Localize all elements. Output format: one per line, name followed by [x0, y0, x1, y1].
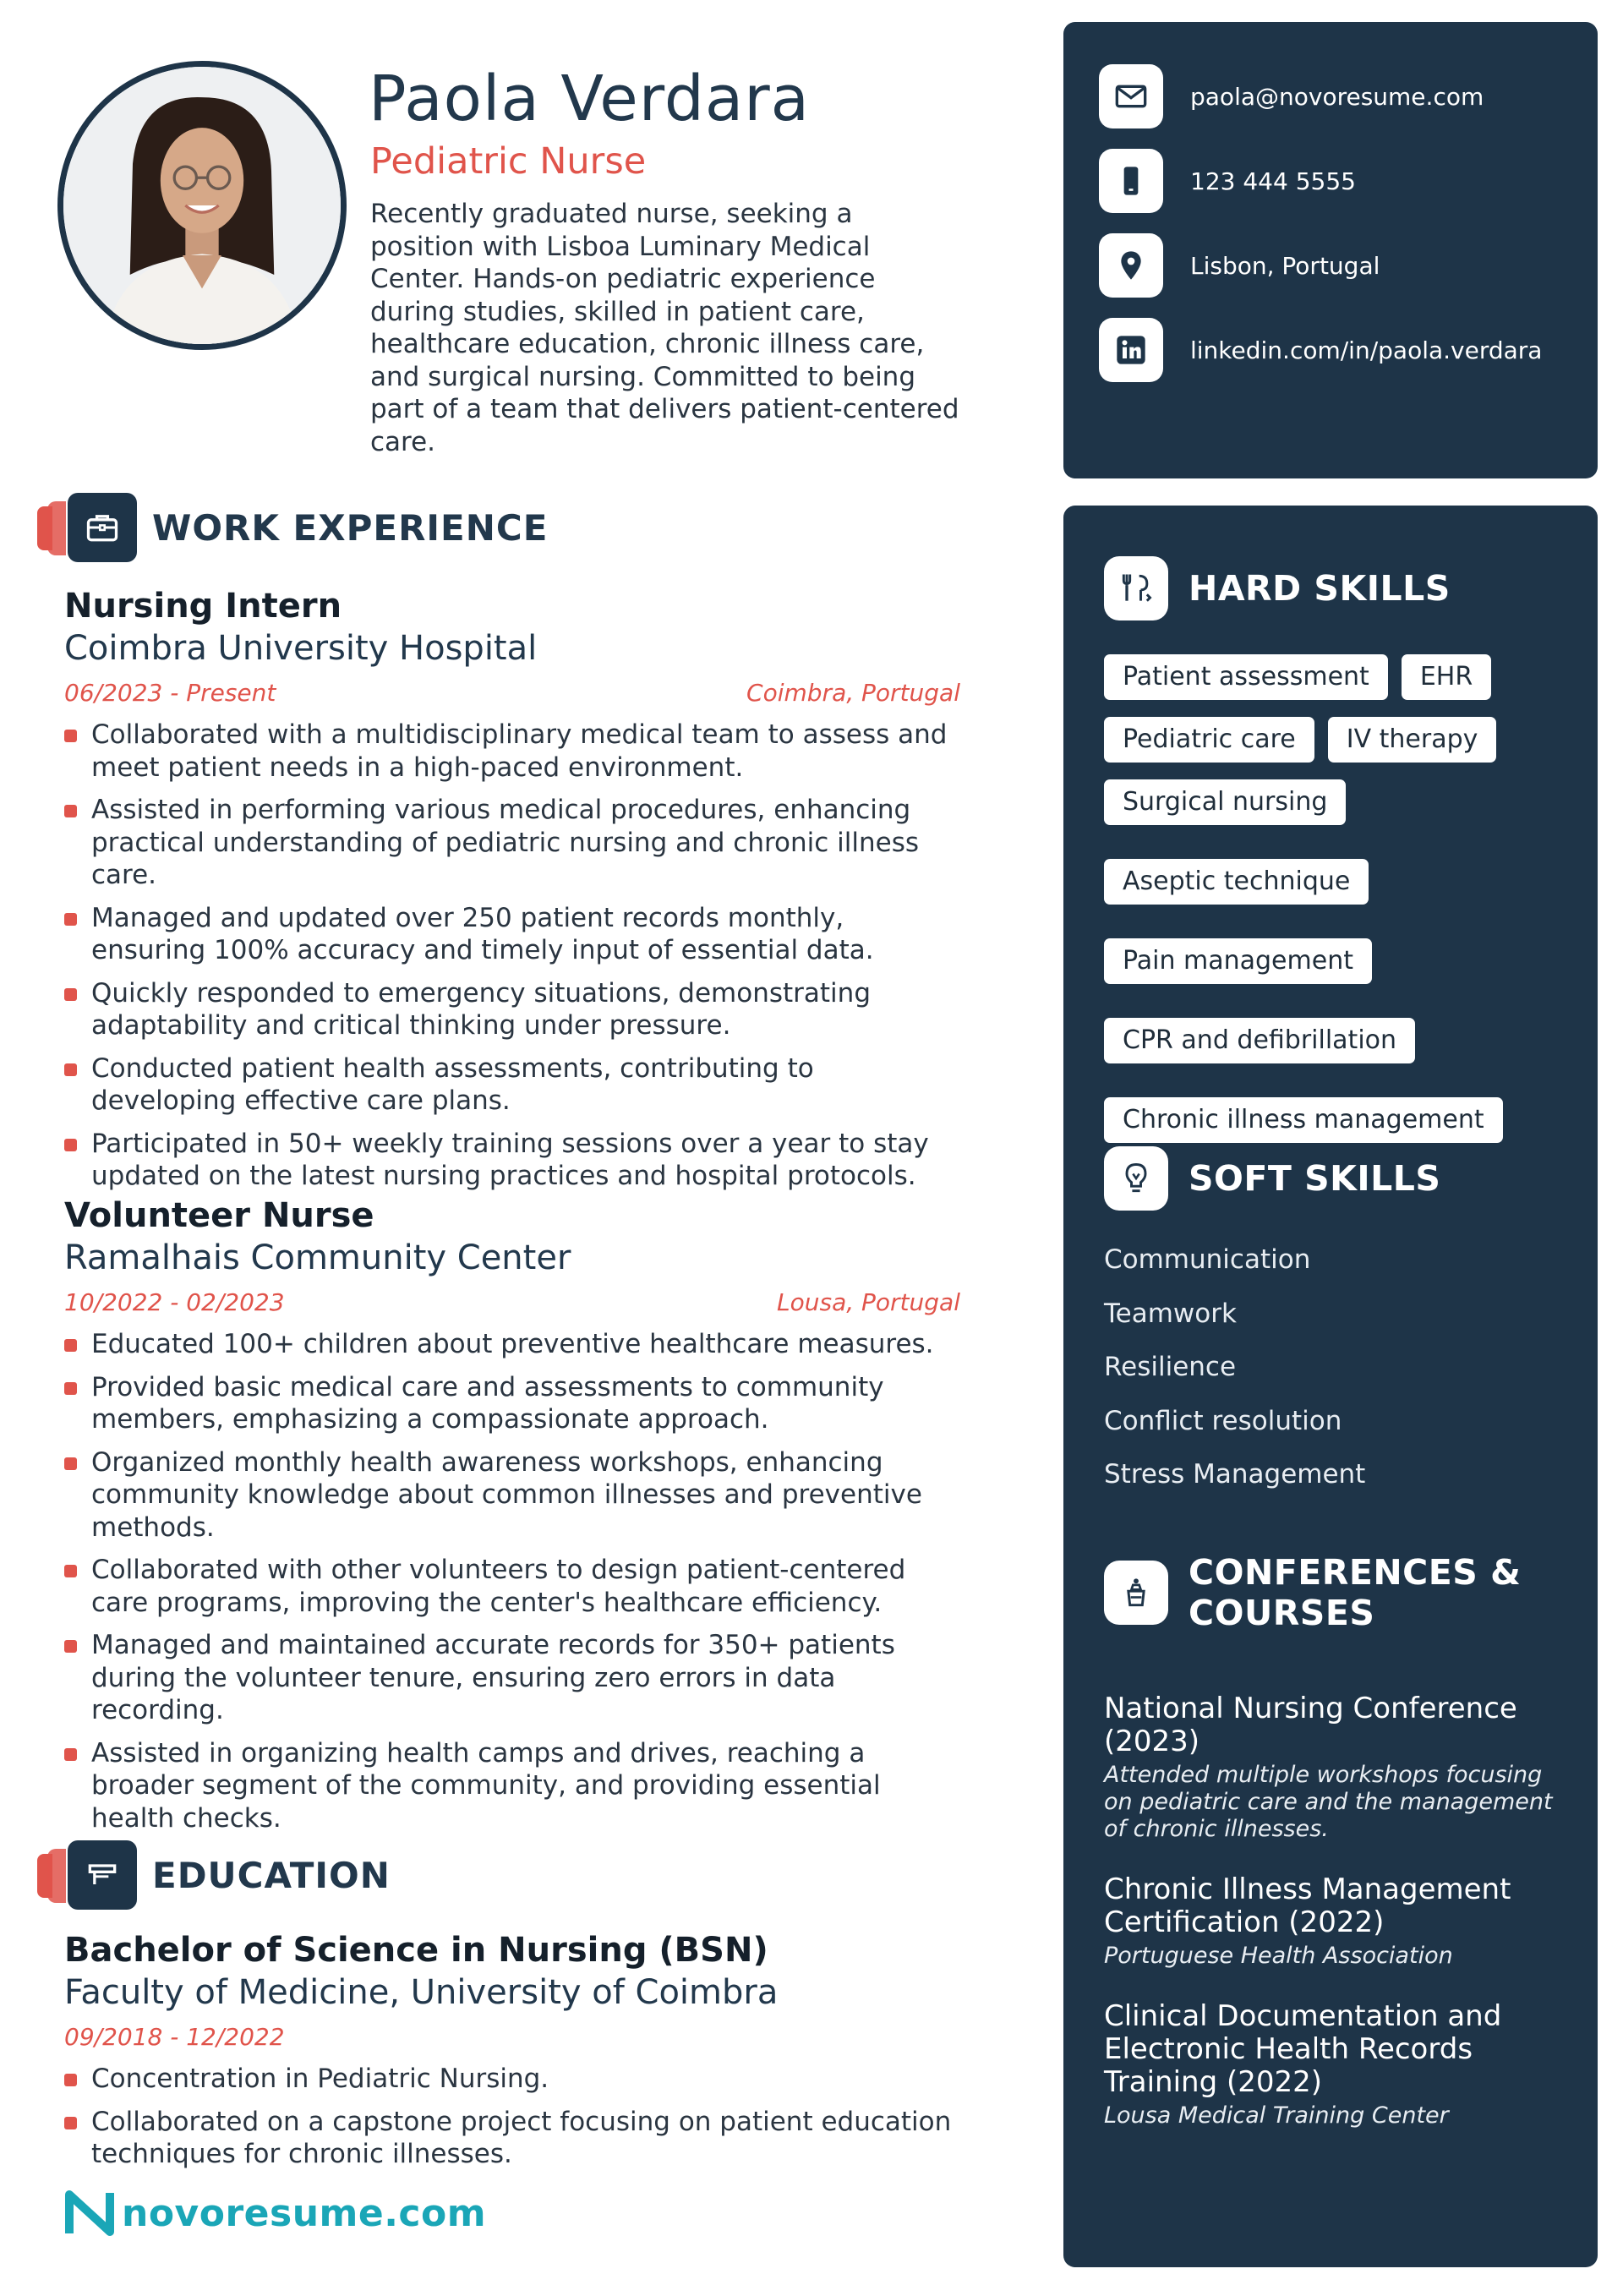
- podium-icon: [1104, 1561, 1168, 1625]
- soft-skill-item: Conflict resolution: [1104, 1405, 1342, 1436]
- job-location: Coimbra, Portugal: [746, 679, 960, 707]
- lightbulb-icon: [1104, 1146, 1168, 1211]
- bullet-item: Assisted in performing various medical procedures, enhancing practical understanding of pediatric nursing and chronic illness care.: [64, 794, 960, 892]
- job-bullets: [64, 719, 960, 1193]
- education-bullets: [64, 2063, 960, 2171]
- contact-linkedin-row[interactable]: [1099, 318, 1542, 382]
- brand-text[interactable]: novoresume.com: [122, 2191, 487, 2235]
- contact-phone[interactable]: 123 444 5555: [1190, 167, 1356, 195]
- contact-email-row[interactable]: [1099, 64, 1484, 128]
- candidate-role: Pediatric Nurse: [370, 140, 647, 183]
- skill-tag: Pain management: [1104, 938, 1372, 984]
- bullet-item: Collaborated with other volunteers to design patient-centered care programs, improving the center's healthcare efficiency.: [64, 1554, 960, 1619]
- work-experience-title: WORK EXPERIENCE: [152, 506, 549, 549]
- bullet-item: Collaborated on a capstone project focusing on patient education techniques for chronic illnesses.: [64, 2106, 960, 2171]
- soft-skill-item: Resilience: [1104, 1352, 1237, 1382]
- candidate-name: Paola Verdara: [369, 63, 810, 135]
- education-entry: [64, 1929, 960, 2181]
- briefcase-icon: [68, 493, 137, 562]
- job-meta: [64, 1287, 960, 1318]
- contact-location: Lisbon, Portugal: [1190, 251, 1380, 280]
- course-title: Clinical Documentation and Electronic Health Records Training (2022): [1104, 1999, 1502, 2099]
- bullet-item: Managed and updated over 250 patient records monthly, ensuring 100% accuracy and timely input of essential data.: [64, 902, 960, 967]
- novoresume-logo-icon: [64, 2189, 115, 2237]
- hard-skills-title: HARD SKILLS: [1189, 568, 1451, 609]
- courses-list: [1104, 1692, 1577, 2160]
- profile-photo-illustration: [63, 67, 341, 344]
- bullet-item: Concentration in Pediatric Nursing.: [64, 2063, 960, 2096]
- skill-tag: Surgical nursing: [1104, 779, 1346, 825]
- education-title: EDUCATION: [152, 1854, 391, 1896]
- school-name: Faculty of Medicine, University of Coimbra: [64, 1973, 779, 2012]
- skill-tag: Pediatric care: [1104, 717, 1314, 763]
- conferences-title-line1: CONFERENCES &: [1189, 1552, 1522, 1593]
- course-description: Lousa Medical Training Center: [1104, 2102, 1449, 2129]
- skill-tag: Aseptic technique: [1104, 859, 1369, 905]
- contact-panel: [1063, 22, 1598, 478]
- conferences-title: [1189, 1552, 1521, 1633]
- soft-skills-heading: [1104, 1146, 1440, 1211]
- job-dates: 10/2022 - 02/2023: [64, 1288, 285, 1316]
- profile-summary: Recently graduated nurse, seeking a position with Lisboa Luminary Medical Center. Hands-on pediatric experience during studies, skilled in patient care, healthcare education, chronic illness care, and surgical nursing. Committed to being part of a team that delivers patient-centered care.: [370, 199, 959, 457]
- course-item: [1104, 2000, 1577, 2129]
- hard-skills-list: [1104, 654, 1560, 1143]
- soft-skill-item: Stress Management: [1104, 1459, 1366, 1490]
- bullet-item: Conducted patient health assessments, contributing to developing effective care plans.: [64, 1052, 960, 1118]
- course-item: [1104, 1873, 1577, 1970]
- bullet-item: Participated in 50+ weekly training sessions over a year to stay updated on the latest nursing practices and hospital protocols.: [64, 1128, 960, 1193]
- hard-skills-heading: [1104, 556, 1451, 620]
- work-experience-heading: [37, 492, 548, 563]
- contact-location-row: [1099, 233, 1380, 298]
- course-description: Portuguese Health Association: [1104, 1943, 1453, 1969]
- job-title: Nursing Intern: [64, 587, 342, 626]
- graduation-cap-icon: [68, 1840, 137, 1910]
- phone-icon: [1099, 149, 1163, 213]
- envelope-icon: [1099, 64, 1163, 128]
- degree-title: Bachelor of Science in Nursing (BSN): [64, 1931, 768, 1970]
- bullet-item: Organized monthly health awareness workshops, enhancing community knowledge about common illnesses and preventive methods.: [64, 1446, 960, 1544]
- bullet-item: Educated 100+ children about preventive healthcare measures.: [64, 1328, 960, 1361]
- brand-logo[interactable]: [64, 2189, 486, 2237]
- course-description: Attended multiple workshops focusing on pediatric care and the management of chronic illnesses.: [1104, 1762, 1553, 1842]
- job-location: Lousa, Portugal: [777, 1288, 960, 1316]
- conferences-heading: [1104, 1552, 1521, 1633]
- education-meta: [64, 2022, 960, 2053]
- education-dates: 09/2018 - 12/2022: [64, 2023, 285, 2051]
- skill-tag: Patient assessment: [1104, 654, 1388, 700]
- soft-skills-title: SOFT SKILLS: [1189, 1158, 1441, 1199]
- skill-tag: IV therapy: [1328, 717, 1497, 763]
- job-title: Volunteer Nurse: [64, 1196, 374, 1235]
- education-heading: [37, 1840, 391, 1911]
- job-bullets: [64, 1328, 960, 1834]
- job-meta: [64, 678, 960, 708]
- soft-skills-list: [1104, 1243, 1365, 1512]
- job-entry: [64, 585, 960, 1203]
- job-organization: Ramalhais Community Center: [64, 1238, 571, 1277]
- contact-phone-row[interactable]: [1099, 149, 1356, 213]
- map-pin-icon: [1099, 233, 1163, 298]
- job-organization: Coimbra University Hospital: [64, 629, 538, 668]
- job-entry: [64, 1194, 960, 1845]
- bullet-item: Collaborated with a multidisciplinary medical team to assess and meet patient needs in a high-paced environment.: [64, 719, 960, 784]
- bullet-item: Provided basic medical care and assessments to community members, emphasizing a compassionate approach.: [64, 1371, 960, 1436]
- bullet-item: Managed and maintained accurate records for 350+ patients during the volunteer tenure, ensuring zero errors in data recording.: [64, 1629, 960, 1727]
- skill-tag: CPR and defibrillation: [1104, 1018, 1415, 1063]
- soft-skill-item: Communication: [1104, 1244, 1311, 1275]
- course-item: [1104, 1692, 1577, 1843]
- linkedin-icon: [1099, 318, 1163, 382]
- skill-tag: Chronic illness management: [1104, 1097, 1503, 1143]
- bullet-item: Quickly responded to emergency situations, demonstrating adaptability and critical thinking under pressure.: [64, 977, 960, 1042]
- conferences-title-line2: COURSES: [1189, 1593, 1375, 1633]
- job-dates: 06/2023 - Present: [64, 679, 276, 707]
- bullet-item: Assisted in organizing health camps and drives, reaching a broader segment of the community, and providing essential health checks.: [64, 1737, 960, 1835]
- course-title: Chronic Illness Management Certification (2022): [1104, 1872, 1511, 1939]
- contact-linkedin[interactable]: linkedin.com/in/paola.verdara: [1190, 336, 1543, 364]
- contact-email[interactable]: paola@novoresume.com: [1190, 82, 1484, 111]
- skills-panel: [1063, 506, 1598, 2267]
- soft-skill-item: Teamwork: [1104, 1298, 1237, 1329]
- course-title: National Nursing Conference (2023): [1104, 1692, 1517, 1758]
- skill-tag: EHR: [1402, 654, 1491, 700]
- profile-photo: [57, 61, 347, 350]
- tools-icon: [1104, 556, 1168, 620]
